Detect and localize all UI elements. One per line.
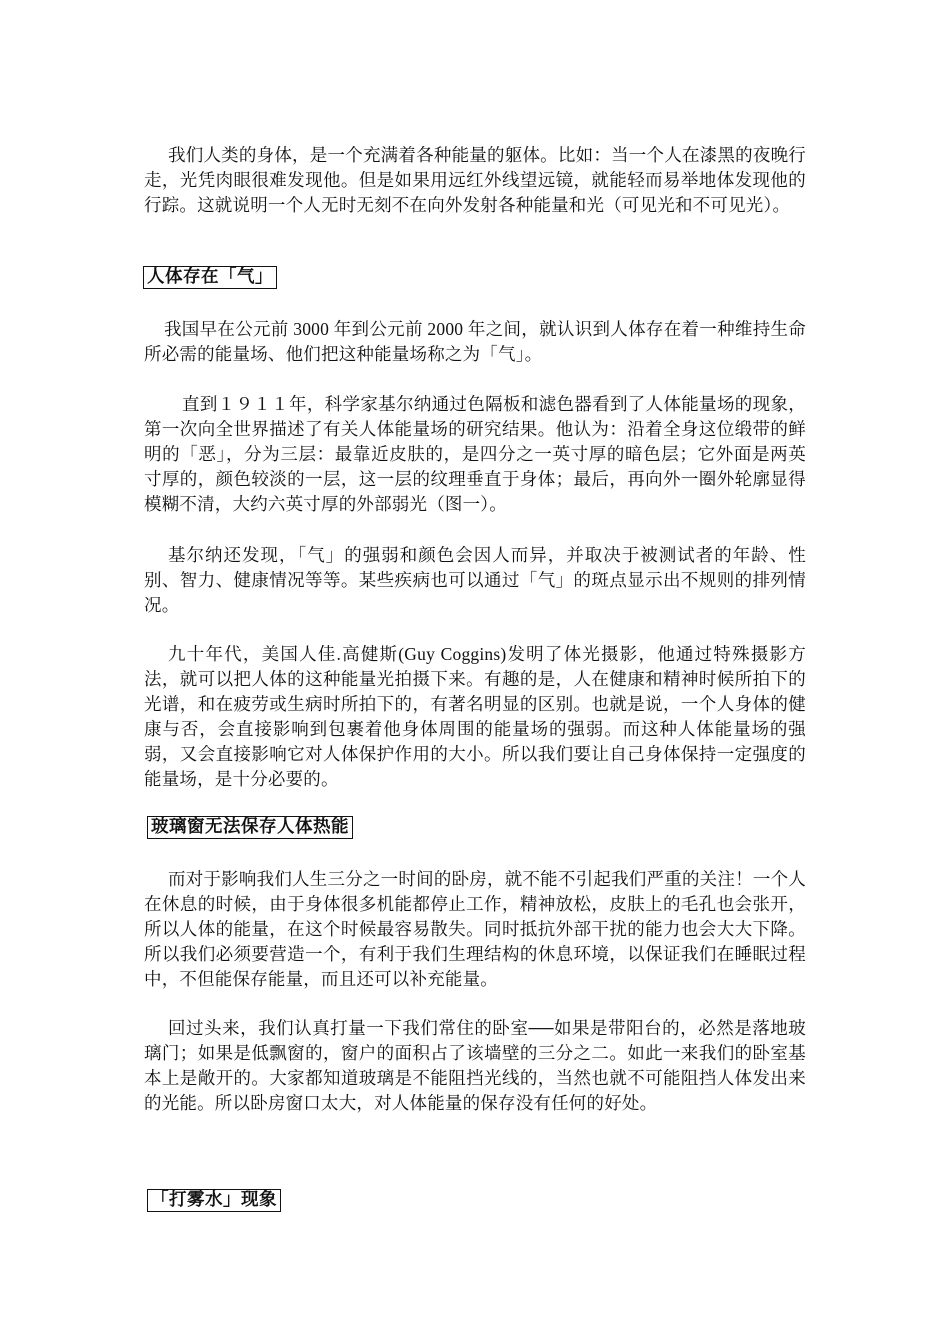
paragraph-bedroom-windows: 回过头来，我们认真打量一下我们常住的卧室──如果是带阳台的，必然是落地玻璃门；如果是低飘窗的，窗户的面积占了该墙壁的三分之二。如此一来我们的卧室基本上是敞开的。大家都知道玻璃是不能阻挡光线的，当然也就不可能阻挡人体发出来的光能。所以卧房窗口太大，对人体能量的保存没有任何的好处。	[144, 1018, 806, 1113]
heading-human-qi: 人体存在「气」	[143, 266, 277, 289]
paragraph-ancient-qi: 我国早在公元前 3000 年到公元前 2000 年之间，就认识到人体存在着一种维持生命所必需的能量场、他们把这种能量场称之为「气」。	[144, 319, 806, 364]
paragraph-bedroom-energy: 而对于影响我们人生三分之一时间的卧房，就不能不引起我们严重的关注！一个人在休息的时候，由于身体很多机能都停止工作，精神放松，皮肤上的毛孔也会张开，所以人体的能量，在这个时候最容易散失。同时抵抗外部干扰的能力也会大大下降。所以我们必须要营造一个，有利于我们生理结构的休息环境，以保证我们在睡眠过程中，不但能保存能量，而且还可以补充能量。	[144, 869, 806, 989]
paragraph-human-energy: 我们人类的身体，是一个充满着各种能量的躯体。比如：当一个人在漆黑的夜晚行走，光凭肉眼很难发现他。但是如果用远红外线望远镜，就能轻而易举地体发现他的行踪。这就说明一个人无时无刻不在向外发射各种能量和光（可见光和不可见光）。	[144, 145, 806, 215]
heading-dew-phenomenon: 「打雾水」现象	[147, 1189, 281, 1212]
paragraph-aura-photography: 九十年代，美国人佳.高健斯(Guy Coggins)发明了体光摄影，他通过特殊摄影方法，就可以把人体的这种能量光拍摄下来。有趣的是，人在健康和精神时候所拍下的光谱，和在疲劳或生病时所拍下的，有著名明显的区别。也就是说，一个人身体的健康与否，会直接影响到包裹着他身体周围的能量场的强弱。而这种人体能量场的强弱，又会直接影响它对人体保护作用的大小。所以我们要让自己身体保持一定强度的能量场，是十分必要的。	[144, 644, 806, 789]
heading-glass-window: 玻璃窗无法保存人体热能	[147, 816, 353, 839]
paragraph-kilner-1911: 直到１９１１年，科学家基尔纳通过色隔板和滤色器看到了人体能量场的现象，第一次向全世界描述了有关人体能量场的研究结果。他认为：沿着全身这位缎带的鲜明的「恶」，分为三层：最靠近皮肤的，是四分之一英寸厚的暗色层；它外面是两英寸厚的，颜色较淡的一层，这一层的纹理垂直于身体；最后，再向外一圈外轮廓显得模糊不清，大约六英寸厚的外部弱光（图一）。	[144, 394, 806, 514]
paragraph-kilner-findings: 基尔纳还发现，「气」的强弱和颜色会因人而异，并取决于被测试者的年龄、性别、智力、健康情况等等。某些疾病也可以通过「气」的斑点显示出不规则的排列情况。	[144, 545, 806, 615]
